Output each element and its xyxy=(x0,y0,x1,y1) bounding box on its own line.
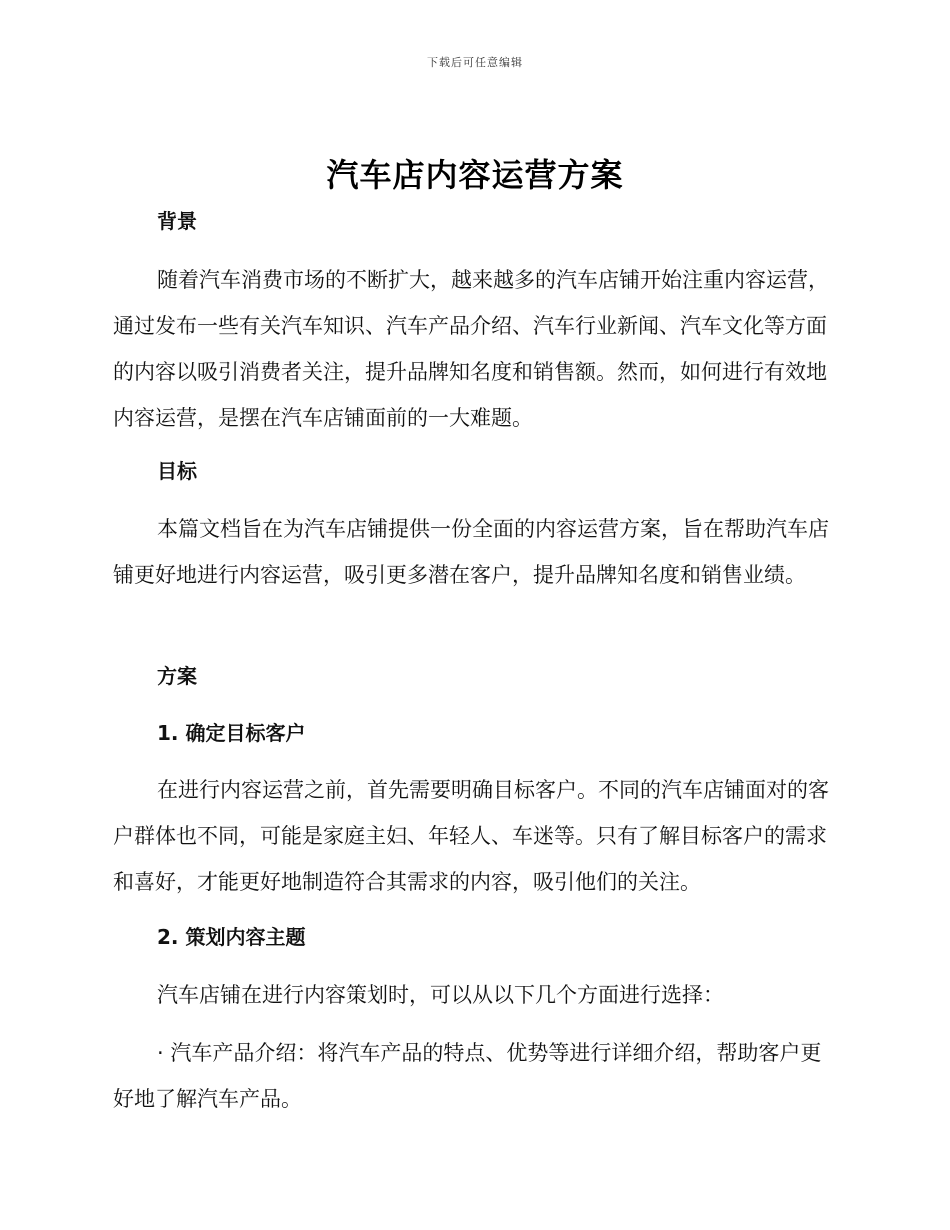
document-title: 汽车店内容运营方案 xyxy=(326,156,624,194)
bullet-item-product-intro: · 汽车产品介绍：将汽车产品的特点、优势等进行详细介绍，帮助客户更好地了解汽车产品。 xyxy=(113,1041,822,1111)
section-heading-plan: 方案 xyxy=(157,664,197,688)
step1-heading: 1. 确定目标客户 xyxy=(157,721,306,745)
background-paragraph: 随着汽车消费市场的不断扩大，越来越多的汽车店铺开始注重内容运营，通过发布一些有关汽车知识、汽车产品介绍、汽车行业新闻、汽车文化等方面的内容以吸引消费者关注，提升品牌知名度和销售额。然而，如何进行有效地内容运营，是摆在汽车店铺面前的一大难题。 xyxy=(113,268,829,430)
section-heading-goal: 目标 xyxy=(157,459,197,483)
section-heading-background: 背景 xyxy=(157,209,197,233)
step2-heading: 2. 策划内容主题 xyxy=(157,925,306,949)
header-note: 下载后可任意编辑 xyxy=(427,56,523,69)
step1-paragraph: 在进行内容运营之前，首先需要明确目标客户。不同的汽车店铺面对的客户群体也不同，可能是家庭主妇、年轻人、车迷等。只有了解目标客户的需求和喜好，才能更好地制造符合其需求的内容，吸引他们的关注。 xyxy=(113,778,829,894)
goal-paragraph: 本篇文档旨在为汽车店铺提供一份全面的内容运营方案，旨在帮助汽车店铺更好地进行内容运营，吸引更多潜在客户，提升品牌知名度和销售业绩。 xyxy=(113,517,829,587)
step2-paragraph: 汽车店铺在进行内容策划时，可以从以下几个方面进行选择： xyxy=(157,983,724,1007)
